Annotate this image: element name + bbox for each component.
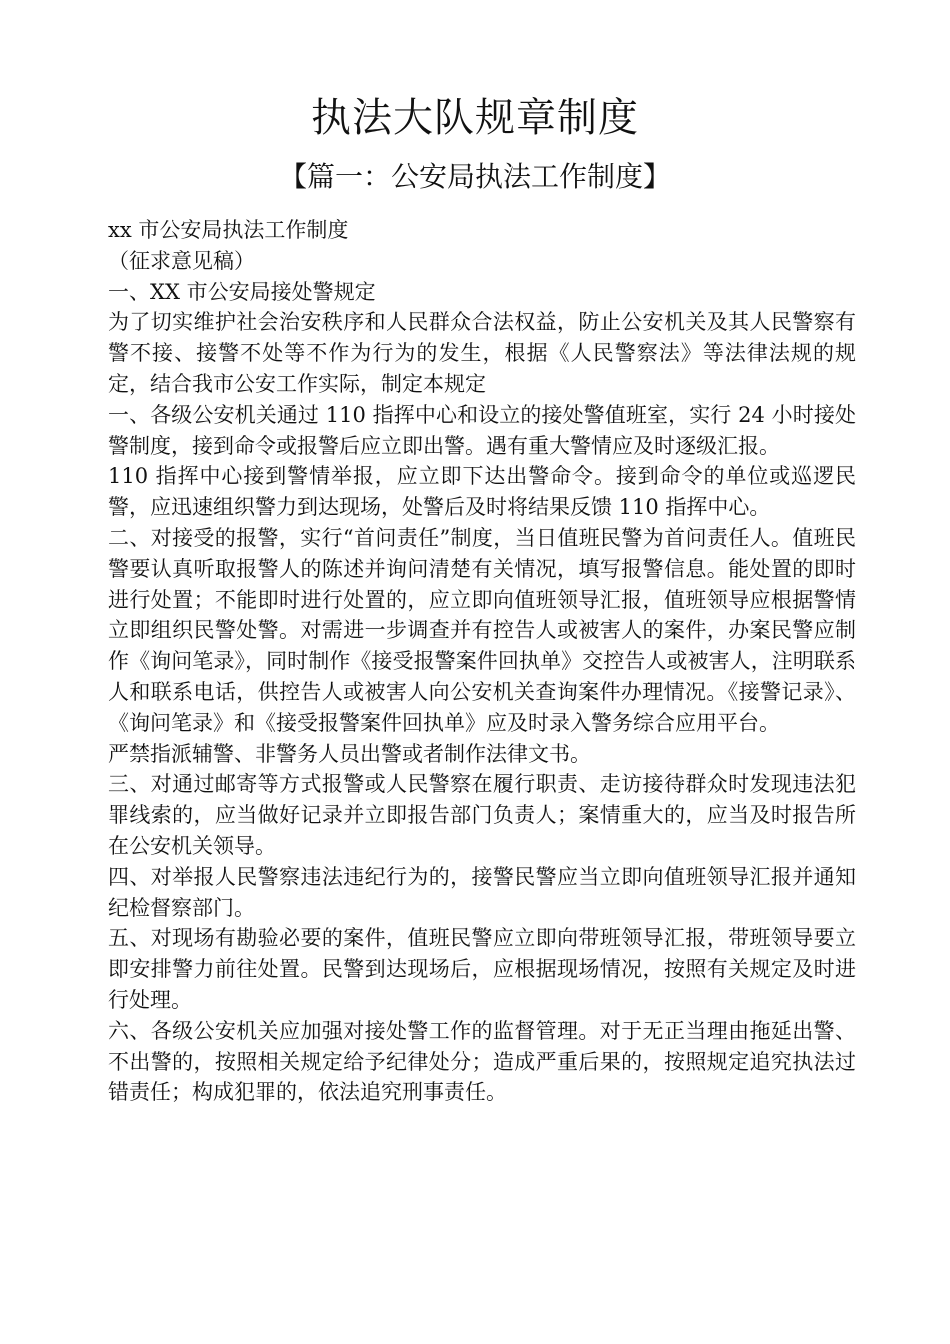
paragraph-preamble: 为了切实维护社会治安秩序和人民群众合法权益，防止公安机关及其人民警察有警不接、接警不处等不作为行为的发生，根据《人民警察法》等法律法规的规定，结合我市公安工作实际，制定本规定 (108, 310, 856, 396)
document-subtitle: 【篇一：公安局执法工作制度】 (278, 160, 671, 193)
document-title: 执法大队规章制度 (311, 95, 639, 141)
paragraph-article-4: 四、对举报人民警察违法违纪行为的，接警民警应当立即向值班领导汇报并通知纪检督察部门。 (108, 864, 856, 920)
paragraph-doc-name: xx 市公安局执法工作制度 (108, 218, 349, 242)
paragraph-article-1: 一、各级公安机关通过 110 指挥中心和设立的接处警值班室，实行 24 小时接处警制度，接到命令或报警后应立即出警。遇有重大警情应及时逐级汇报。 (108, 402, 856, 458)
paragraph-draft-note: （征求意见稿） (108, 248, 255, 273)
paragraph-article-6: 六、各级公安机关应加强对接处警工作的监督管理。对于无正当理由拖延出警、不出警的，按照相关规定给予纪律处分；造成严重后果的，按照规定追究执法过错责任；构成犯罪的，依法追究刑事责任。 (108, 1018, 856, 1105)
paragraph-article-2: 二、对接受的报警，实行“首问责任”制度，当日值班民警为首问责任人。值班民警要认真听取报警人的陈述并询问清楚有关情况，填写报警信息。能处置的即时进行处置；不能即时进行处置的，应立即向值班领导汇报，值班领导应根据警情立即组织民警处警。对需进一步调查并有控告人或被害人的案件，办案民警应制作《询问笔录》，同时制作《接受报警案件回执单》交控告人或被害人，注明联系人和联系电话，供控告人或被害人向公安机关查询案件办理情况。《接警记录》、《询问笔录》和《接受报警案件回执单》应及时录入警务综合应用平台。 (108, 525, 856, 735)
paragraph-article-2-prohibition: 严禁指派辅警、非警务人员出警或者制作法律文书。 (108, 741, 591, 766)
document-body (108, 215, 856, 1108)
paragraph-article-3: 三、对通过邮寄等方式报警或人民警察在履行职责、走访接待群众时发现违法犯罪线索的，应当做好记录并立即报告部门负责人；案情重大的，应当及时报告所在公安机关领导。 (108, 772, 856, 858)
paragraph-section-heading: 一、XX 市公安局接处警规定 (108, 279, 376, 304)
paragraph-article-5: 五、对现场有勘验必要的案件，值班民警应立即向带班领导汇报，带班领导要立即安排警力前往处置。民警到达现场后，应根据现场情况，按照有关规定及时进行处理。 (108, 926, 856, 1012)
paragraph-article-1-detail: 110 指挥中心接到警情举报，应立即下达出警命令。接到命令的单位或巡逻民警，应迅速组织警力到达现场，处警后及时将结果反馈 110 指挥中心。 (108, 464, 856, 520)
